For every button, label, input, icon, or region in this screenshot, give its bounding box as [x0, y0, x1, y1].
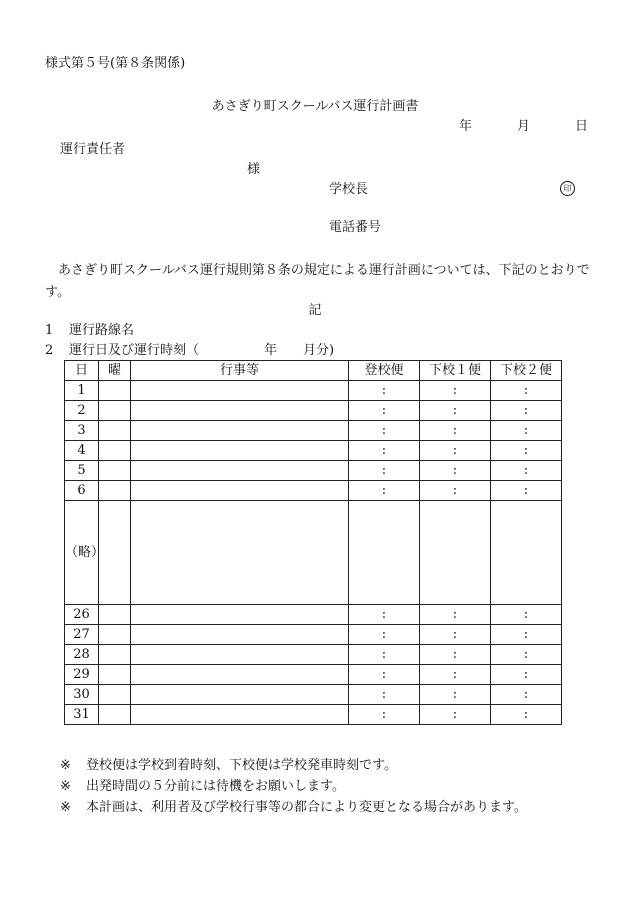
day-cell: 1	[65, 381, 99, 401]
principal-label: 学校長	[329, 182, 369, 197]
weekday-cell	[99, 665, 131, 685]
to-school-time-cell: :	[349, 625, 420, 645]
to-school-time-cell: :	[349, 605, 420, 625]
note-mark: ※	[60, 758, 71, 773]
events-cell	[131, 501, 349, 605]
from-school-2-time-cell: :	[491, 461, 562, 481]
from-school-2-time-cell: :	[491, 705, 562, 725]
from-school-2-time-cell: :	[491, 685, 562, 705]
note-mark: ※	[60, 800, 71, 815]
date-day: 日	[574, 119, 588, 134]
from-school-1-time-cell: :	[420, 665, 491, 685]
to-school-time-cell: :	[349, 665, 420, 685]
from-school-2-time-cell: :	[491, 421, 562, 441]
to-school-time-cell: :	[349, 645, 420, 665]
from-school-2-time-cell: :	[491, 441, 562, 461]
from-school-1-time-cell: :	[420, 401, 491, 421]
day-cell: 5	[65, 461, 99, 481]
header-from-school-2: 下校２便	[491, 361, 562, 381]
weekday-cell	[99, 441, 131, 461]
date-year: 年	[458, 119, 472, 134]
item-number: 2	[45, 343, 54, 358]
to-school-time-cell: :	[349, 481, 420, 501]
item-label: 運行日及び運行時刻（ 年 月分)	[69, 343, 335, 358]
day-cell: 2	[65, 401, 99, 421]
table-row	[65, 665, 562, 685]
events-cell	[131, 705, 349, 725]
table-row	[65, 461, 562, 481]
events-cell	[131, 685, 349, 705]
item-schedule	[45, 344, 334, 357]
from-school-2-time-cell	[491, 501, 562, 605]
events-cell	[131, 481, 349, 501]
events-cell	[131, 381, 349, 401]
from-school-1-time-cell: :	[420, 605, 491, 625]
to-school-time-cell: :	[349, 421, 420, 441]
events-cell	[131, 401, 349, 421]
from-school-1-time-cell: :	[420, 461, 491, 481]
header-from-school-1: 下校１便	[420, 361, 491, 381]
weekday-cell	[99, 461, 131, 481]
events-cell	[131, 421, 349, 441]
to-school-time-cell: :	[349, 705, 420, 725]
day-cell: 6	[65, 481, 99, 501]
from-school-1-time-cell: :	[420, 381, 491, 401]
from-school-2-time-cell: :	[491, 605, 562, 625]
weekday-cell	[99, 605, 131, 625]
from-school-2-time-cell: :	[491, 381, 562, 401]
body-paragraph: あさぎり町スクールバス運行規則第８条の規定による運行計画については、下記のとおりです。	[45, 263, 590, 300]
table-row	[65, 381, 562, 401]
note-text: 本計画は、利用者及び学校行事等の都合により変更となる場合があります。	[86, 800, 527, 815]
table-row	[65, 625, 562, 645]
weekday-cell	[99, 401, 131, 421]
form-number: 様式第５号(第８条関係)	[45, 56, 186, 71]
ki-heading: 記	[308, 303, 322, 318]
events-cell	[131, 625, 349, 645]
to-school-time-cell: :	[349, 685, 420, 705]
day-cell: 29	[65, 665, 99, 685]
from-school-1-time-cell: :	[420, 421, 491, 441]
table-header-row	[65, 361, 562, 381]
weekday-cell	[99, 381, 131, 401]
to-school-time-cell: :	[349, 461, 420, 481]
from-school-2-time-cell: :	[491, 401, 562, 421]
responsible-label: 運行責任者	[60, 142, 126, 157]
table-row	[65, 705, 562, 725]
weekday-cell	[99, 481, 131, 501]
to-school-time-cell: :	[349, 381, 420, 401]
to-school-time-cell	[349, 501, 420, 605]
day-cell: 30	[65, 685, 99, 705]
header-day: 日	[65, 361, 99, 381]
from-school-2-time-cell: :	[491, 665, 562, 685]
from-school-1-time-cell: :	[420, 705, 491, 725]
from-school-1-time-cell: :	[420, 481, 491, 501]
note-item	[60, 798, 527, 819]
day-cell: 27	[65, 625, 99, 645]
note-mark: ※	[60, 779, 71, 794]
from-school-1-time-cell: :	[420, 685, 491, 705]
omitted-label-cell: （略）	[65, 501, 99, 605]
item-label: 運行路線名	[69, 323, 135, 338]
day-cell: 31	[65, 705, 99, 725]
day-cell: 26	[65, 605, 99, 625]
table-row	[65, 685, 562, 705]
addressee-suffix: 様	[247, 162, 261, 177]
phone-label: 電話番号	[329, 220, 382, 235]
from-school-2-time-cell: :	[491, 625, 562, 645]
events-cell	[131, 665, 349, 685]
table-row	[65, 441, 562, 461]
from-school-2-time-cell: :	[491, 645, 562, 665]
to-school-time-cell: :	[349, 401, 420, 421]
day-cell: 3	[65, 421, 99, 441]
table-row	[65, 401, 562, 421]
schedule-table	[64, 360, 562, 725]
item-route	[45, 324, 134, 337]
table-row	[65, 421, 562, 441]
header-to-school: 登校便	[349, 361, 420, 381]
from-school-2-time-cell: :	[491, 481, 562, 501]
weekday-cell	[99, 645, 131, 665]
events-cell	[131, 461, 349, 481]
to-school-time-cell: :	[349, 441, 420, 461]
events-cell	[131, 645, 349, 665]
weekday-cell	[99, 421, 131, 441]
events-cell	[131, 605, 349, 625]
note-text: 出発時間の５分前には待機をお願いします。	[86, 779, 345, 794]
table-row	[65, 605, 562, 625]
document-title: あさぎり町スクールバス運行計画書	[211, 99, 419, 114]
from-school-1-time-cell: :	[420, 625, 491, 645]
weekday-cell	[99, 625, 131, 645]
from-school-1-time-cell	[420, 501, 491, 605]
day-cell: 4	[65, 441, 99, 461]
note-text: 登校便は学校到着時刻、下校便は学校発車時刻です。	[86, 758, 397, 773]
table-row	[65, 645, 562, 665]
events-cell	[131, 441, 349, 461]
day-cell: 28	[65, 645, 99, 665]
weekday-cell	[99, 685, 131, 705]
table-row	[65, 481, 562, 501]
omitted-row	[65, 501, 562, 605]
from-school-1-time-cell: :	[420, 441, 491, 461]
date-month: 月	[516, 119, 530, 134]
date-line	[459, 120, 588, 133]
weekday-cell	[99, 705, 131, 725]
seal-mark: 印	[560, 181, 575, 196]
header-weekday: 曜	[99, 361, 131, 381]
item-number: 1	[45, 323, 54, 338]
notes	[60, 756, 527, 819]
note-item	[60, 756, 527, 777]
from-school-1-time-cell: :	[420, 645, 491, 665]
header-events: 行事等	[131, 361, 349, 381]
note-item	[60, 777, 527, 798]
